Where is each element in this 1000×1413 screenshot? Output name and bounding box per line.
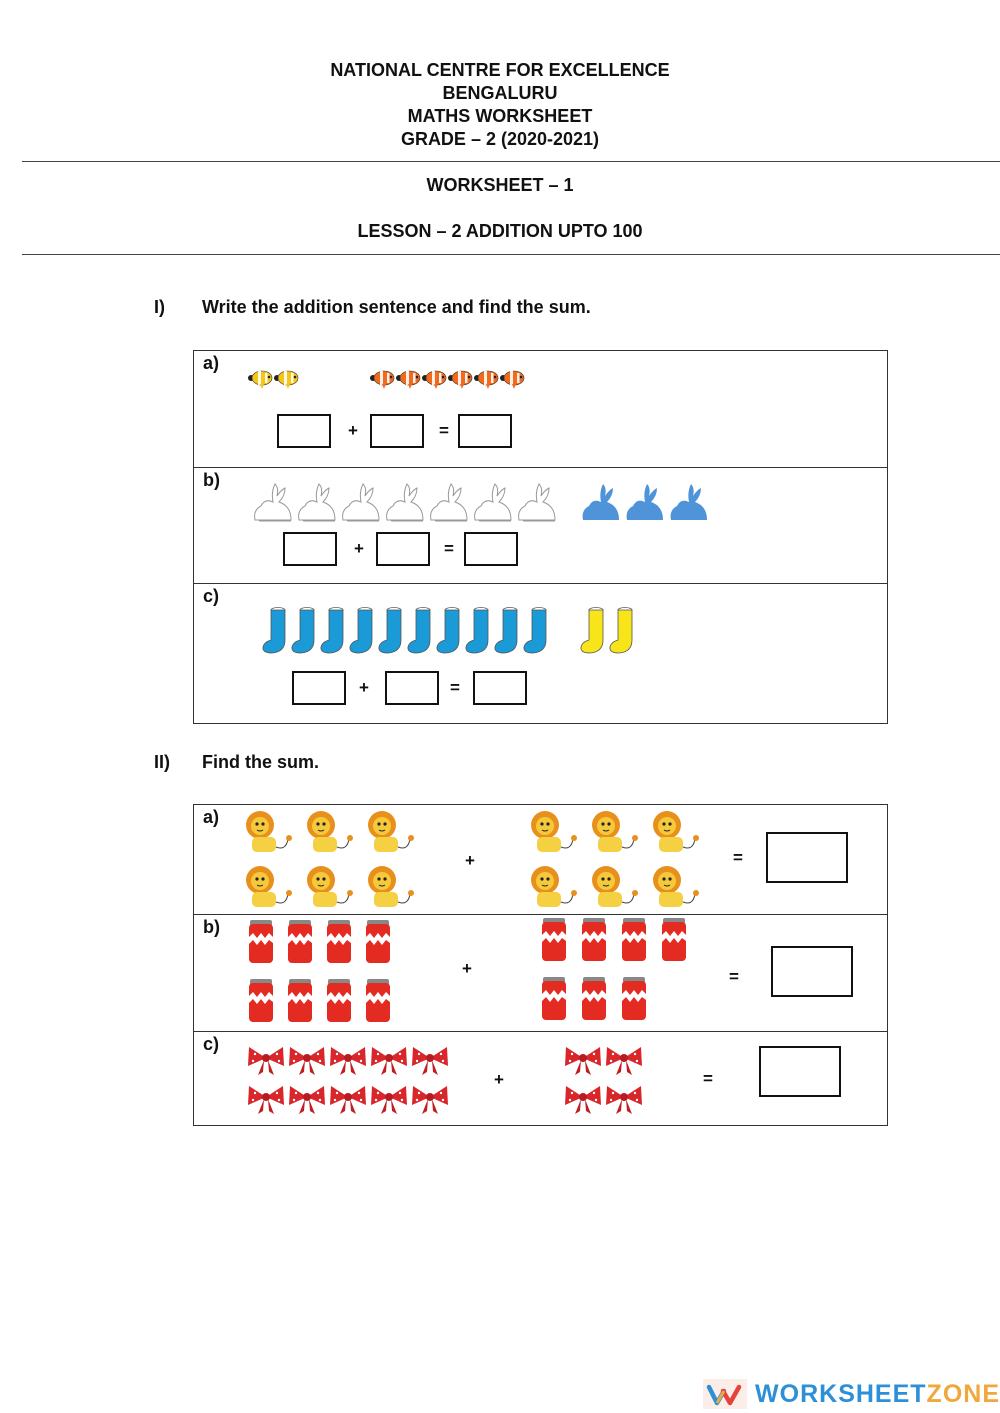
- sock-icon: [318, 606, 347, 661]
- worksheet-title: WORKSHEET – 1: [426, 175, 574, 195]
- sock-icon: [289, 606, 318, 661]
- section-instruction: Write the addition sentence and find the sum.: [202, 297, 591, 317]
- lion-icon: [364, 864, 425, 913]
- clownfish-icon: [474, 367, 500, 394]
- bow-group-1: [246, 1044, 451, 1120]
- blue-sock-group: [260, 606, 550, 661]
- lion-icon: [649, 864, 710, 913]
- bow-icon: [410, 1044, 451, 1081]
- plus-sign: +: [462, 959, 472, 978]
- sock-icon: [521, 606, 550, 661]
- lesson-title: LESSON – 2 ADDITION UPTO 100: [357, 221, 643, 241]
- lion-icon: [303, 864, 364, 913]
- bow-icon: [369, 1083, 410, 1120]
- rabbit-icon: [667, 480, 711, 529]
- lion-group-1: [242, 809, 425, 913]
- lion-group-2: [527, 809, 710, 913]
- question-row-1a: [194, 351, 887, 467]
- divider: [22, 161, 1000, 162]
- answer-box-addend-1[interactable]: [283, 532, 337, 566]
- orange-fish-group: [370, 367, 526, 394]
- soda-can-icon: [580, 976, 620, 1027]
- equals-sign: =: [444, 539, 454, 558]
- soda-can-icon: [540, 917, 580, 968]
- rabbit-outline-icon: [339, 480, 383, 529]
- clownfish-icon: [448, 367, 474, 394]
- lion-icon: [588, 864, 649, 913]
- soda-can-icon: [364, 978, 403, 1029]
- lion-icon: [303, 809, 364, 858]
- equals-sign: =: [439, 421, 449, 440]
- bow-icon: [246, 1044, 287, 1081]
- yellow-fish-group: [248, 367, 300, 394]
- blue-rabbit-group: [579, 480, 711, 529]
- worksheetzone-watermark: [703, 1376, 1000, 1412]
- bow-icon: [563, 1083, 604, 1120]
- question-label: a): [203, 807, 220, 827]
- clownfish-icon: [248, 367, 274, 394]
- question-label: c): [203, 586, 220, 606]
- school-name: NATIONAL CENTRE FOR EXCELLENCE: [330, 60, 670, 80]
- lion-icon: [242, 809, 303, 858]
- soda-can-icon: [247, 919, 286, 970]
- soda-can-icon: [620, 976, 660, 1027]
- bow-group-2: [563, 1044, 645, 1120]
- lion-icon: [364, 809, 425, 858]
- question-row-1c: [194, 583, 887, 723]
- equals-sign: =: [703, 1069, 713, 1088]
- plus-sign: +: [348, 421, 358, 440]
- rabbit-outline-icon: [295, 480, 339, 529]
- lion-icon: [649, 809, 710, 858]
- answer-box-addend-2[interactable]: [376, 532, 430, 566]
- answer-box-addend-2[interactable]: [370, 414, 424, 448]
- lion-icon: [527, 809, 588, 858]
- watermark-text-zone: ZONE: [926, 1379, 1000, 1408]
- soda-can-icon: [247, 978, 286, 1029]
- school-city: BENGALURU: [442, 83, 558, 103]
- plus-sign: +: [354, 539, 364, 558]
- bow-icon: [604, 1044, 645, 1081]
- subject-title: MATHS WORKSHEET: [407, 106, 593, 126]
- bow-icon: [328, 1044, 369, 1081]
- yellow-sock-group: [578, 606, 636, 661]
- rabbit-outline-icon: [427, 480, 471, 529]
- rabbit-outline-icon: [383, 480, 427, 529]
- soda-can-icon: [660, 917, 700, 968]
- answer-box-sum[interactable]: [766, 832, 848, 883]
- sock-icon: [376, 606, 405, 661]
- plus-sign: +: [359, 678, 369, 697]
- divider: [22, 254, 1000, 255]
- section-number: I): [154, 297, 165, 317]
- lion-icon: [527, 864, 588, 913]
- watermark-text-worksheet: WORKSHEET: [755, 1379, 927, 1408]
- question-row-2c: [194, 1031, 887, 1125]
- bow-icon: [369, 1044, 410, 1081]
- rabbit-outline-icon: [251, 480, 295, 529]
- sock-icon: [347, 606, 376, 661]
- bow-icon: [410, 1083, 451, 1120]
- answer-box-addend-1[interactable]: [292, 671, 346, 705]
- soda-can-icon: [540, 976, 580, 1027]
- rabbit-icon: [623, 480, 667, 529]
- clownfish-icon: [274, 367, 300, 394]
- bow-icon: [604, 1083, 645, 1120]
- question-label: a): [203, 353, 220, 373]
- question-label: b): [203, 917, 220, 937]
- sock-icon: [578, 606, 607, 661]
- clownfish-icon: [500, 367, 526, 394]
- bow-icon: [563, 1044, 604, 1081]
- soda-can-icon: [580, 917, 620, 968]
- question-row-2b: [194, 914, 887, 1031]
- grade-title: GRADE – 2 (2020-2021): [400, 129, 600, 149]
- lion-icon: [242, 864, 303, 913]
- equals-sign: =: [729, 967, 739, 986]
- bow-icon: [246, 1083, 287, 1120]
- answer-box-sum[interactable]: [473, 671, 527, 705]
- bow-icon: [287, 1083, 328, 1120]
- section-1-table: [193, 350, 888, 724]
- soda-can-icon: [325, 978, 364, 1029]
- soda-can-icon: [286, 978, 325, 1029]
- can-group-2: [540, 917, 700, 1027]
- answer-box-sum[interactable]: [771, 946, 853, 997]
- sock-icon: [260, 606, 289, 661]
- soda-can-icon: [325, 919, 364, 970]
- answer-box-sum[interactable]: [759, 1046, 841, 1097]
- clownfish-icon: [422, 367, 448, 394]
- question-label: b): [203, 470, 220, 490]
- bow-icon: [287, 1044, 328, 1081]
- section-number: II): [154, 752, 170, 772]
- question-row-1b: [194, 467, 887, 583]
- soda-can-icon: [620, 917, 660, 968]
- sock-icon: [434, 606, 463, 661]
- plus-sign: +: [465, 851, 475, 870]
- soda-can-icon: [286, 919, 325, 970]
- clownfish-icon: [370, 367, 396, 394]
- answer-box-sum[interactable]: [464, 532, 518, 566]
- worksheetzone-logo-icon: [703, 1379, 747, 1409]
- plus-sign: +: [494, 1070, 504, 1089]
- equals-sign: =: [450, 678, 460, 697]
- soda-can-icon: [364, 919, 403, 970]
- white-rabbit-group: [251, 480, 559, 529]
- question-label: c): [203, 1034, 220, 1054]
- rabbit-outline-icon: [471, 480, 515, 529]
- bow-icon: [328, 1083, 369, 1120]
- answer-box-addend-2[interactable]: [385, 671, 439, 705]
- sock-icon: [607, 606, 636, 661]
- clownfish-icon: [396, 367, 422, 394]
- answer-box-sum[interactable]: [458, 414, 512, 448]
- sock-icon: [492, 606, 521, 661]
- sock-icon: [405, 606, 434, 661]
- rabbit-outline-icon: [515, 480, 559, 529]
- sock-icon: [463, 606, 492, 661]
- lion-icon: [588, 809, 649, 858]
- can-group-1: [247, 919, 403, 1029]
- section-2-table: [193, 804, 888, 1126]
- section-instruction: Find the sum.: [202, 752, 319, 772]
- question-row-2a: [194, 805, 887, 914]
- answer-box-addend-1[interactable]: [277, 414, 331, 448]
- equals-sign: =: [733, 848, 743, 867]
- rabbit-icon: [579, 480, 623, 529]
